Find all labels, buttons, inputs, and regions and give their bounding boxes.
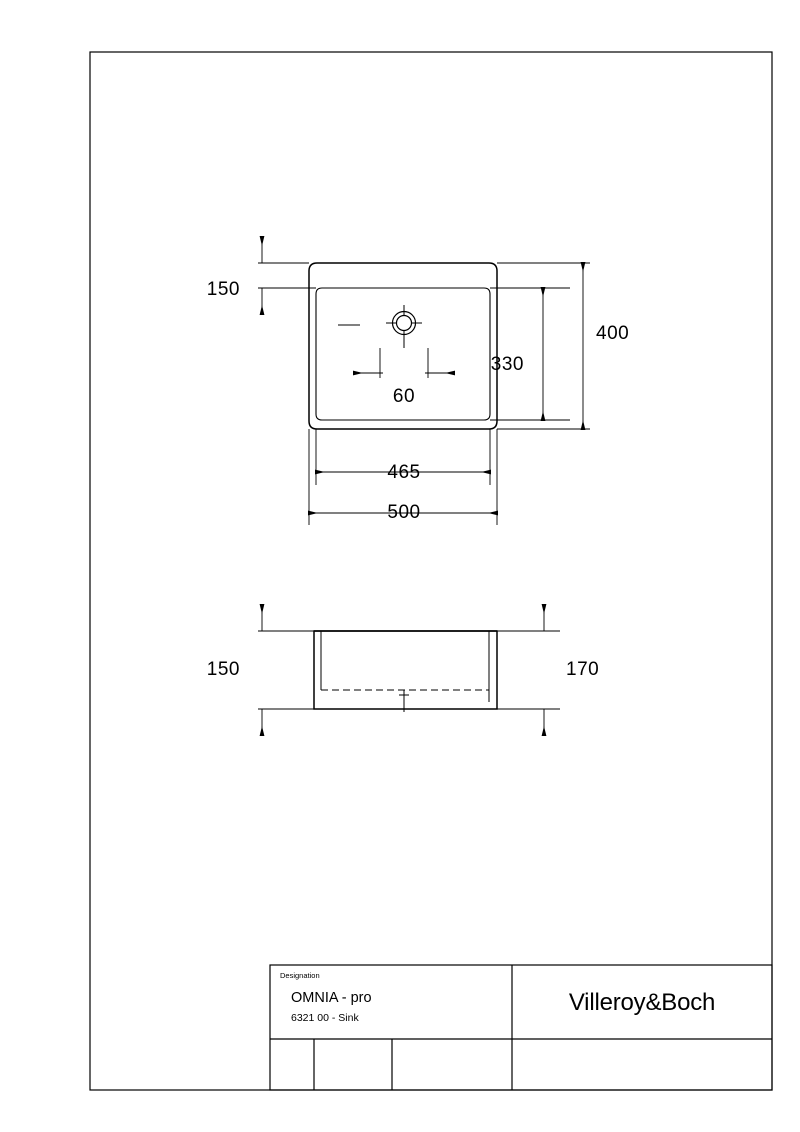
dimension-label-top-width-465: 465 bbox=[387, 462, 421, 483]
dimension-label-top-right-330: 330 bbox=[490, 354, 524, 375]
product-title: OMNIA - pro bbox=[291, 990, 372, 1006]
front-view-geometry bbox=[314, 631, 497, 712]
dimension-label-front-left-150: 150 bbox=[206, 659, 240, 680]
dimension-label-front-right-170: 170 bbox=[566, 659, 600, 680]
dimension-label-top-right-400: 400 bbox=[596, 323, 630, 344]
dimension-label-top-width-500: 500 bbox=[387, 502, 421, 523]
front-view-dimension-lines bbox=[258, 605, 560, 735]
title-block bbox=[270, 965, 772, 1090]
product-code: 6321 00 - Sink bbox=[291, 1012, 359, 1024]
dimension-label-top-inner-60: 60 bbox=[392, 386, 416, 407]
brand-logo-text: Villeroy&Boch bbox=[568, 989, 716, 1016]
sheet-border bbox=[90, 52, 772, 1090]
designation-label: Designation bbox=[280, 971, 320, 980]
dimension-label-top-left-150: 150 bbox=[206, 279, 240, 300]
top-view-dimension-lines bbox=[258, 237, 590, 525]
